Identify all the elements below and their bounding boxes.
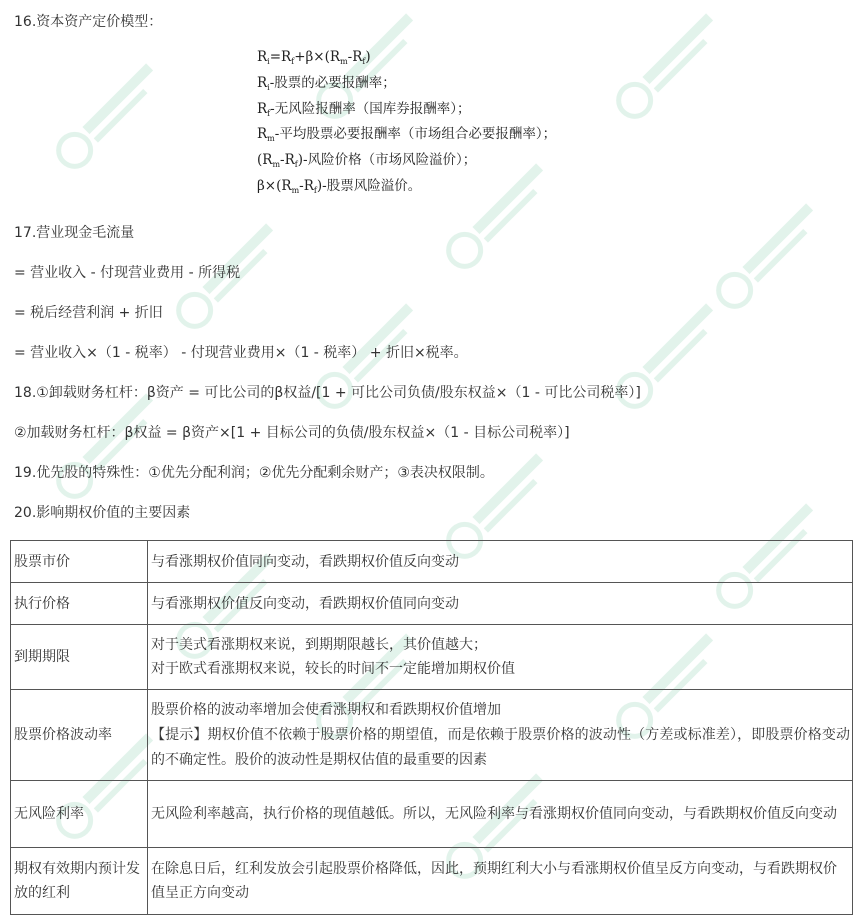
factor-cell: 执行价格 — [11, 583, 148, 625]
section-17-line-1: = 营业收入 - 付现营业费用 - 所得税 — [14, 265, 241, 281]
factor-cell: 股票市价 — [11, 541, 148, 583]
effect-cell: 在除息日后，红利发放会引起股票价格降低，因此，预期红利大小与看涨期权价值呈反方向变动，与看跌期权价值呈正方向变动 — [148, 848, 853, 915]
table-row — [11, 541, 853, 583]
table-row — [11, 781, 853, 848]
effect-cell: 股票价格的波动率增加会使看涨期权和看跌期权价值增加 【提示】期权价值不依赖于股票价格的期望值，而是依赖于股票价格的波动性（方差或标准差），即股票价格变动的不确定性。股价的波动性是期权估值的最重要的因素 — [148, 690, 853, 781]
effect-cell: 与看涨期权价值反向变动，看跌期权价值同向变动 — [148, 583, 853, 625]
formula-rm-definition: $R_m-$平均股票必要报酬率（市场组合必要报酬率）； — [257, 126, 557, 143]
watermark-logo — [703, 188, 837, 322]
factor-cell: 到期期限 — [11, 625, 148, 690]
table-row — [11, 625, 853, 690]
section-19-line-1: 19.优先股的特殊性：①优先分配利润；②优先分配剩余财产；③表决权限制。 — [14, 465, 494, 481]
factor-cell: 无风险利率 — [11, 781, 148, 848]
watermark-logo — [43, 48, 177, 182]
effect-cell: 与看涨期权价值同向变动，看跌期权价值反向变动 — [148, 541, 853, 583]
factor-cell: 股票价格波动率 — [11, 690, 148, 781]
capm-formula: $R_i=R_f+\beta\times(R_m-R_f)$ — [257, 49, 371, 66]
section-18-line-1: 18.①卸载财务杠杆：β资产 = 可比公司的β权益/[1 + 可比公司负债/股东权益×（1 - 可比公司税率）] — [14, 385, 641, 401]
section-17-title: 17.营业现金毛流量 — [14, 225, 135, 241]
option-value-factors-table — [10, 540, 853, 915]
formula-risk-price: $(R_m-R_f)-$风险价格（市场风险溢价）； — [257, 152, 477, 169]
section-18-line-2: ②加载财务杠杆：β权益 = β资产×[1 + 目标公司的负债/股东权益×（1 - 目标公司税率）] — [14, 425, 570, 441]
factor-cell: 期权有效期内预计发放的红利 — [11, 848, 148, 915]
section-17-line-2: = 税后经营利润 + 折旧 — [14, 305, 163, 321]
table-row — [11, 690, 853, 781]
section-20-title: 20.影响期权价值的主要因素 — [14, 505, 191, 521]
formula-stock-risk-premium: $\beta\times(R_m-R_f)-$股票风险溢价。 — [257, 178, 422, 195]
effect-cell: 对于美式看涨期权来说，到期期限越长，其价值越大； 对于欧式看涨期权来说，较长的时间不一定能增加期权价值 — [148, 625, 853, 690]
section-17-line-3: = 营业收入×（1 - 税率） - 付现营业费用×（1 - 税率） + 折旧×税率。 — [14, 345, 468, 361]
table-row — [11, 583, 853, 625]
formula-rf-definition: $R_f-$无风险报酬率（国库券报酬率）； — [257, 101, 471, 118]
watermark-logo — [603, 0, 737, 132]
formula-ri-definition: $R_i-$股票的必要报酬率； — [257, 75, 396, 92]
table-row — [11, 848, 853, 915]
effect-cell: 无风险利率越高，执行价格的现值越低。所以，无风险利率与看涨期权价值同向变动，与看跌期权价值反向变动 — [148, 781, 853, 848]
section-16-title: 16.资本资产定价模型： — [14, 14, 163, 30]
